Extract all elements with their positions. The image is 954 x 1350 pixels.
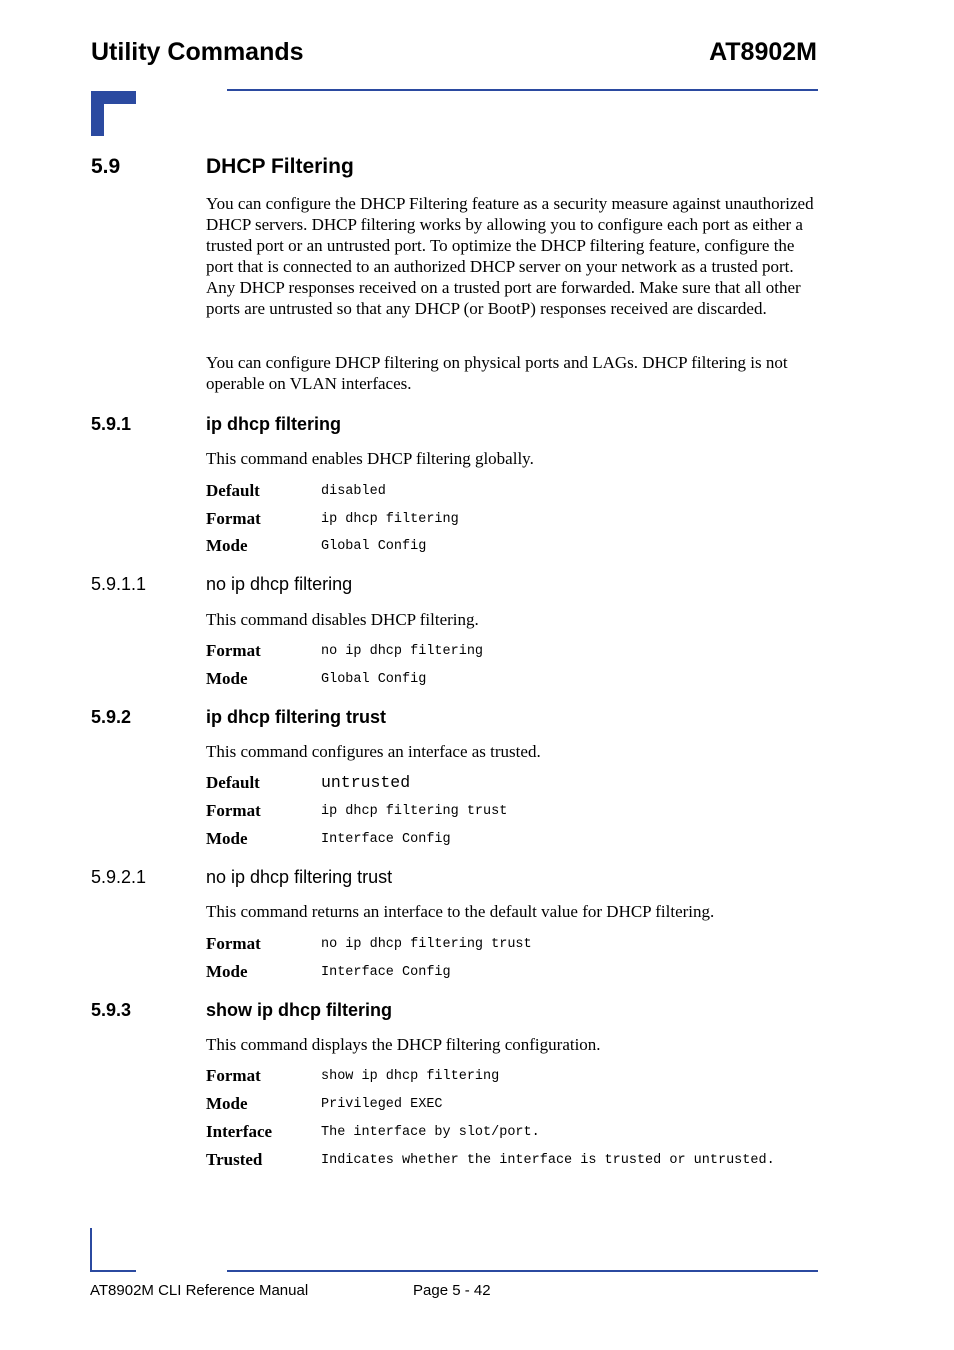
format-label: Format [206,1066,261,1085]
format-value: show ip dhcp filtering [321,1069,500,1084]
format-label: Format [206,641,261,660]
footer-corner-side [90,1228,92,1272]
subsubsection-number: 5.9.1.1 [91,574,147,594]
mode-value: Interface Config [321,965,451,980]
section-paragraph-1: You can configure the DHCP Filtering feature as a security measure against unauthorized DHCP servers. DHCP filtering works by allowing you to configure each port as either a trusted port or an untrusted port. To optimize the DHCP filtering feature, configure the port that is connected to an authorized DHCP server on your network as a trusted port. Any DHCP responses received on a trusted port are forwarded. Make sure that all other ports are untrusted so that any DHCP (or BootP) responses received are discarded. [206,194,814,318]
subsubsection-description: This command disables DHCP filtering. [206,610,479,629]
subsubsection-title: no ip dhcp filtering [206,574,353,594]
subsection-description: This command configures an interface as trusted. [206,742,541,761]
trusted-label: Trusted [206,1150,263,1169]
interface-label: Interface [206,1122,273,1141]
header-title-left: Utility Commands [91,38,304,66]
mode-label: Mode [206,962,248,981]
subsection-description: This command enables DHCP filtering globally. [206,449,534,468]
footer-rule [227,1270,818,1272]
trusted-value: Indicates whether the interface is trusted or untrusted. [321,1153,775,1168]
format-value: no ip dhcp filtering trust [321,937,532,952]
mode-label: Mode [206,536,248,555]
subsection-description: This command displays the DHCP filtering configuration. [206,1035,601,1054]
subsection-number: 5.9.3 [91,1000,132,1020]
mode-value: Global Config [321,672,427,687]
header-rule [227,89,818,91]
mode-value: Interface Config [321,832,451,847]
section-title: DHCP Filtering [206,155,354,178]
mode-value: Global Config [321,539,427,554]
section-number: 5.9 [91,155,121,178]
subsection-title: ip dhcp filtering trust [206,707,386,727]
mode-label: Mode [206,1094,248,1113]
interface-value: The interface by slot/port. [321,1125,540,1140]
format-value: ip dhcp filtering trust [321,804,508,819]
default-label: Default [206,773,260,792]
default-value: untrusted [321,773,411,792]
mode-label: Mode [206,669,248,688]
format-value: no ip dhcp filtering [321,644,484,659]
format-value: ip dhcp filtering [321,512,459,527]
subsection-title: ip dhcp filtering [206,414,341,434]
subsection-number: 5.9.1 [91,414,132,434]
format-label: Format [206,509,261,528]
mode-value: Privileged EXEC [321,1097,443,1112]
header-title-right: AT8902M [709,38,817,66]
format-label: Format [206,934,261,953]
mode-label: Mode [206,829,248,848]
subsubsection-description: This command returns an interface to the default value for DHCP filtering. [206,902,715,921]
subsection-title: show ip dhcp filtering [206,1000,392,1020]
subsubsection-number: 5.9.2.1 [91,867,147,887]
footer-page-number: Page 5 - 42 [413,1282,491,1299]
default-value: disabled [321,484,386,499]
section-paragraph-2: You can configure DHCP filtering on physical ports and LAGs. DHCP filtering is not operable on VLAN interfaces. [206,353,788,393]
header-corner-side [91,91,104,136]
footer-manual-title: AT8902M CLI Reference Manual [90,1282,309,1299]
format-label: Format [206,801,261,820]
subsubsection-title: no ip dhcp filtering trust [206,867,393,887]
subsection-number: 5.9.2 [91,707,132,727]
footer-corner-rule [90,1270,136,1272]
default-label: Default [206,481,260,500]
